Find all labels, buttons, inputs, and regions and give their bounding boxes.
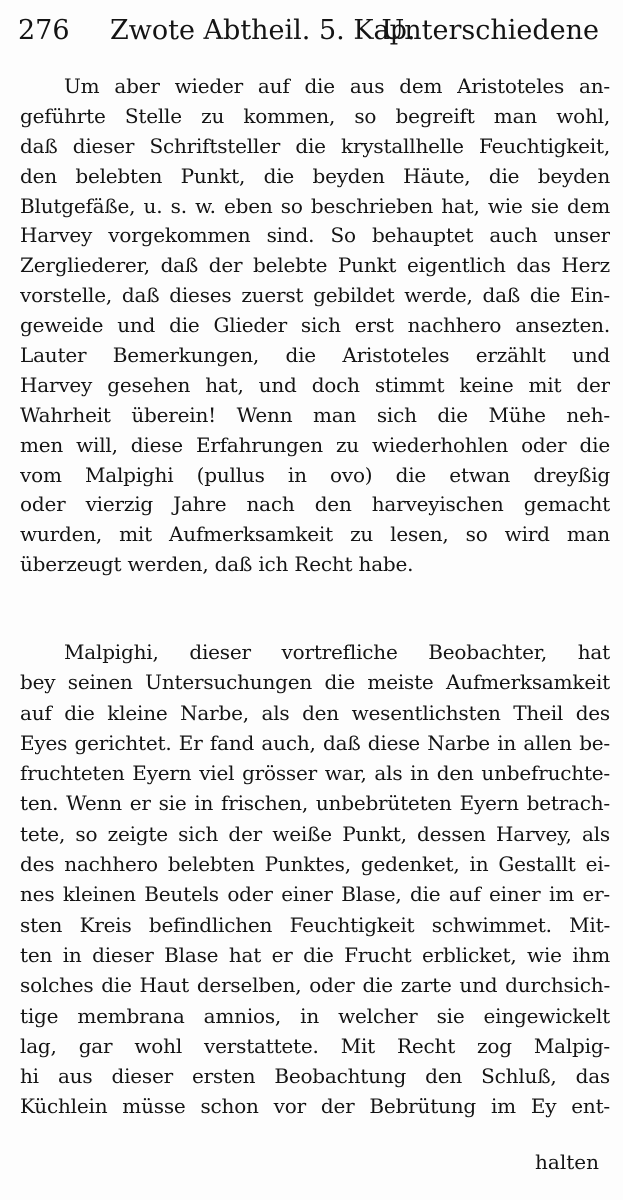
- text-line: Blutgefäße, u. s. w. eben so beschrieben hat, wie sie dem: [20, 193, 610, 218]
- text-line: nes kleinen Beutels oder einer Blase, die auf einer im er-: [20, 882, 610, 907]
- text-line: Harvey gesehen hat, und doch stimmt keine mit der: [20, 372, 610, 397]
- text-line: fruchteten Eyern viel grösser war, als in den unbefruchte-: [20, 761, 610, 786]
- paragraph-1: [20, 72, 610, 580]
- catchword: halten: [535, 1150, 599, 1174]
- text-line: Malpighi, dieser vortrefliche Beobachter, hat: [64, 640, 610, 664]
- text-line: den belebten Punkt, die beyden Häute, die beyden: [20, 163, 610, 188]
- text-line: sten Kreis befindlichen Feuchtigkeit schwimmet. Mit-: [20, 912, 610, 937]
- text-line: Eyes gerichtet. Er fand auch, daß diese Narbe in allen be-: [20, 730, 610, 755]
- text-line: Wahrheit überein! Wenn man sich die Mühe neh-: [20, 402, 610, 427]
- text-line: ten in dieser Blase hat er die Frucht erblicket, wie ihm: [20, 942, 610, 967]
- text-line: bey seinen Untersuchungen die meiste Aufmerksamkeit: [20, 670, 610, 695]
- text-line: ten. Wenn er sie in frischen, unbebrüteten Eyern betrach-: [20, 791, 610, 816]
- text-line: Um aber wieder auf die aus dem Aristoteles an-: [64, 74, 610, 98]
- text-line: oder vierzig Jahre nach den harveyischen gemacht: [20, 492, 610, 517]
- text-line: tige membrana amnios, in welcher sie eingewickelt: [20, 1003, 610, 1028]
- text-line: geweide und die Glieder sich erst nachhero ansezten.: [20, 313, 610, 338]
- text-line: daß dieser Schriftsteller die krystallhelle Feuchtigkeit,: [20, 133, 610, 158]
- text-line: Zergliederer, daß der belebte Punkt eigentlich das Herz: [20, 253, 610, 278]
- page-number: 276: [18, 15, 70, 46]
- text-line: auf die kleine Narbe, als den wesentlichsten Theil des: [20, 700, 610, 725]
- text-line: wurden, mit Aufmerksamkeit zu lesen, so wird man: [20, 522, 610, 547]
- page-header: [18, 14, 599, 48]
- text-line: vom Malpighi (pullus in ovo) die etwan dreyßig: [20, 462, 610, 487]
- text-line: lag, gar wohl verstattete. Mit Recht zog Malpig-: [20, 1033, 610, 1058]
- text-line: hi aus dieser ersten Beobachtung den Schluß, das: [20, 1064, 610, 1089]
- text-line: überzeugt werden, daß ich Recht habe.: [20, 552, 414, 577]
- text-line: Harvey vorgekommen sind. So behauptet auch unser: [20, 223, 610, 248]
- text-line: vorstelle, daß dieses zuerst gebildet werde, daß die Ein-: [20, 283, 610, 308]
- paragraph-2: [20, 637, 610, 1122]
- text-line: geführte Stelle zu kommen, so begreift man wohl,: [20, 103, 610, 128]
- text-line: tete, so zeigte sich der weiße Punkt, dessen Harvey, als: [20, 821, 610, 846]
- text-line: men will, diese Erfahrungen zu wiederhohlen oder die: [20, 432, 610, 457]
- running-head: Zwote Abtheil. 5. Kap.: [110, 15, 416, 46]
- text-line: des nachhero belebten Punktes, gedenket, in Gestallt ei-: [20, 852, 610, 877]
- chapter-title: Unterschiedene: [381, 15, 599, 46]
- text-line: Küchlein müsse schon vor der Bebrütung im Ey ent-: [20, 1094, 610, 1119]
- text-line: Lauter Bemerkungen, die Aristoteles erzählt und: [20, 343, 610, 368]
- text-line: solches die Haut derselben, oder die zarte und durchsich-: [20, 973, 610, 998]
